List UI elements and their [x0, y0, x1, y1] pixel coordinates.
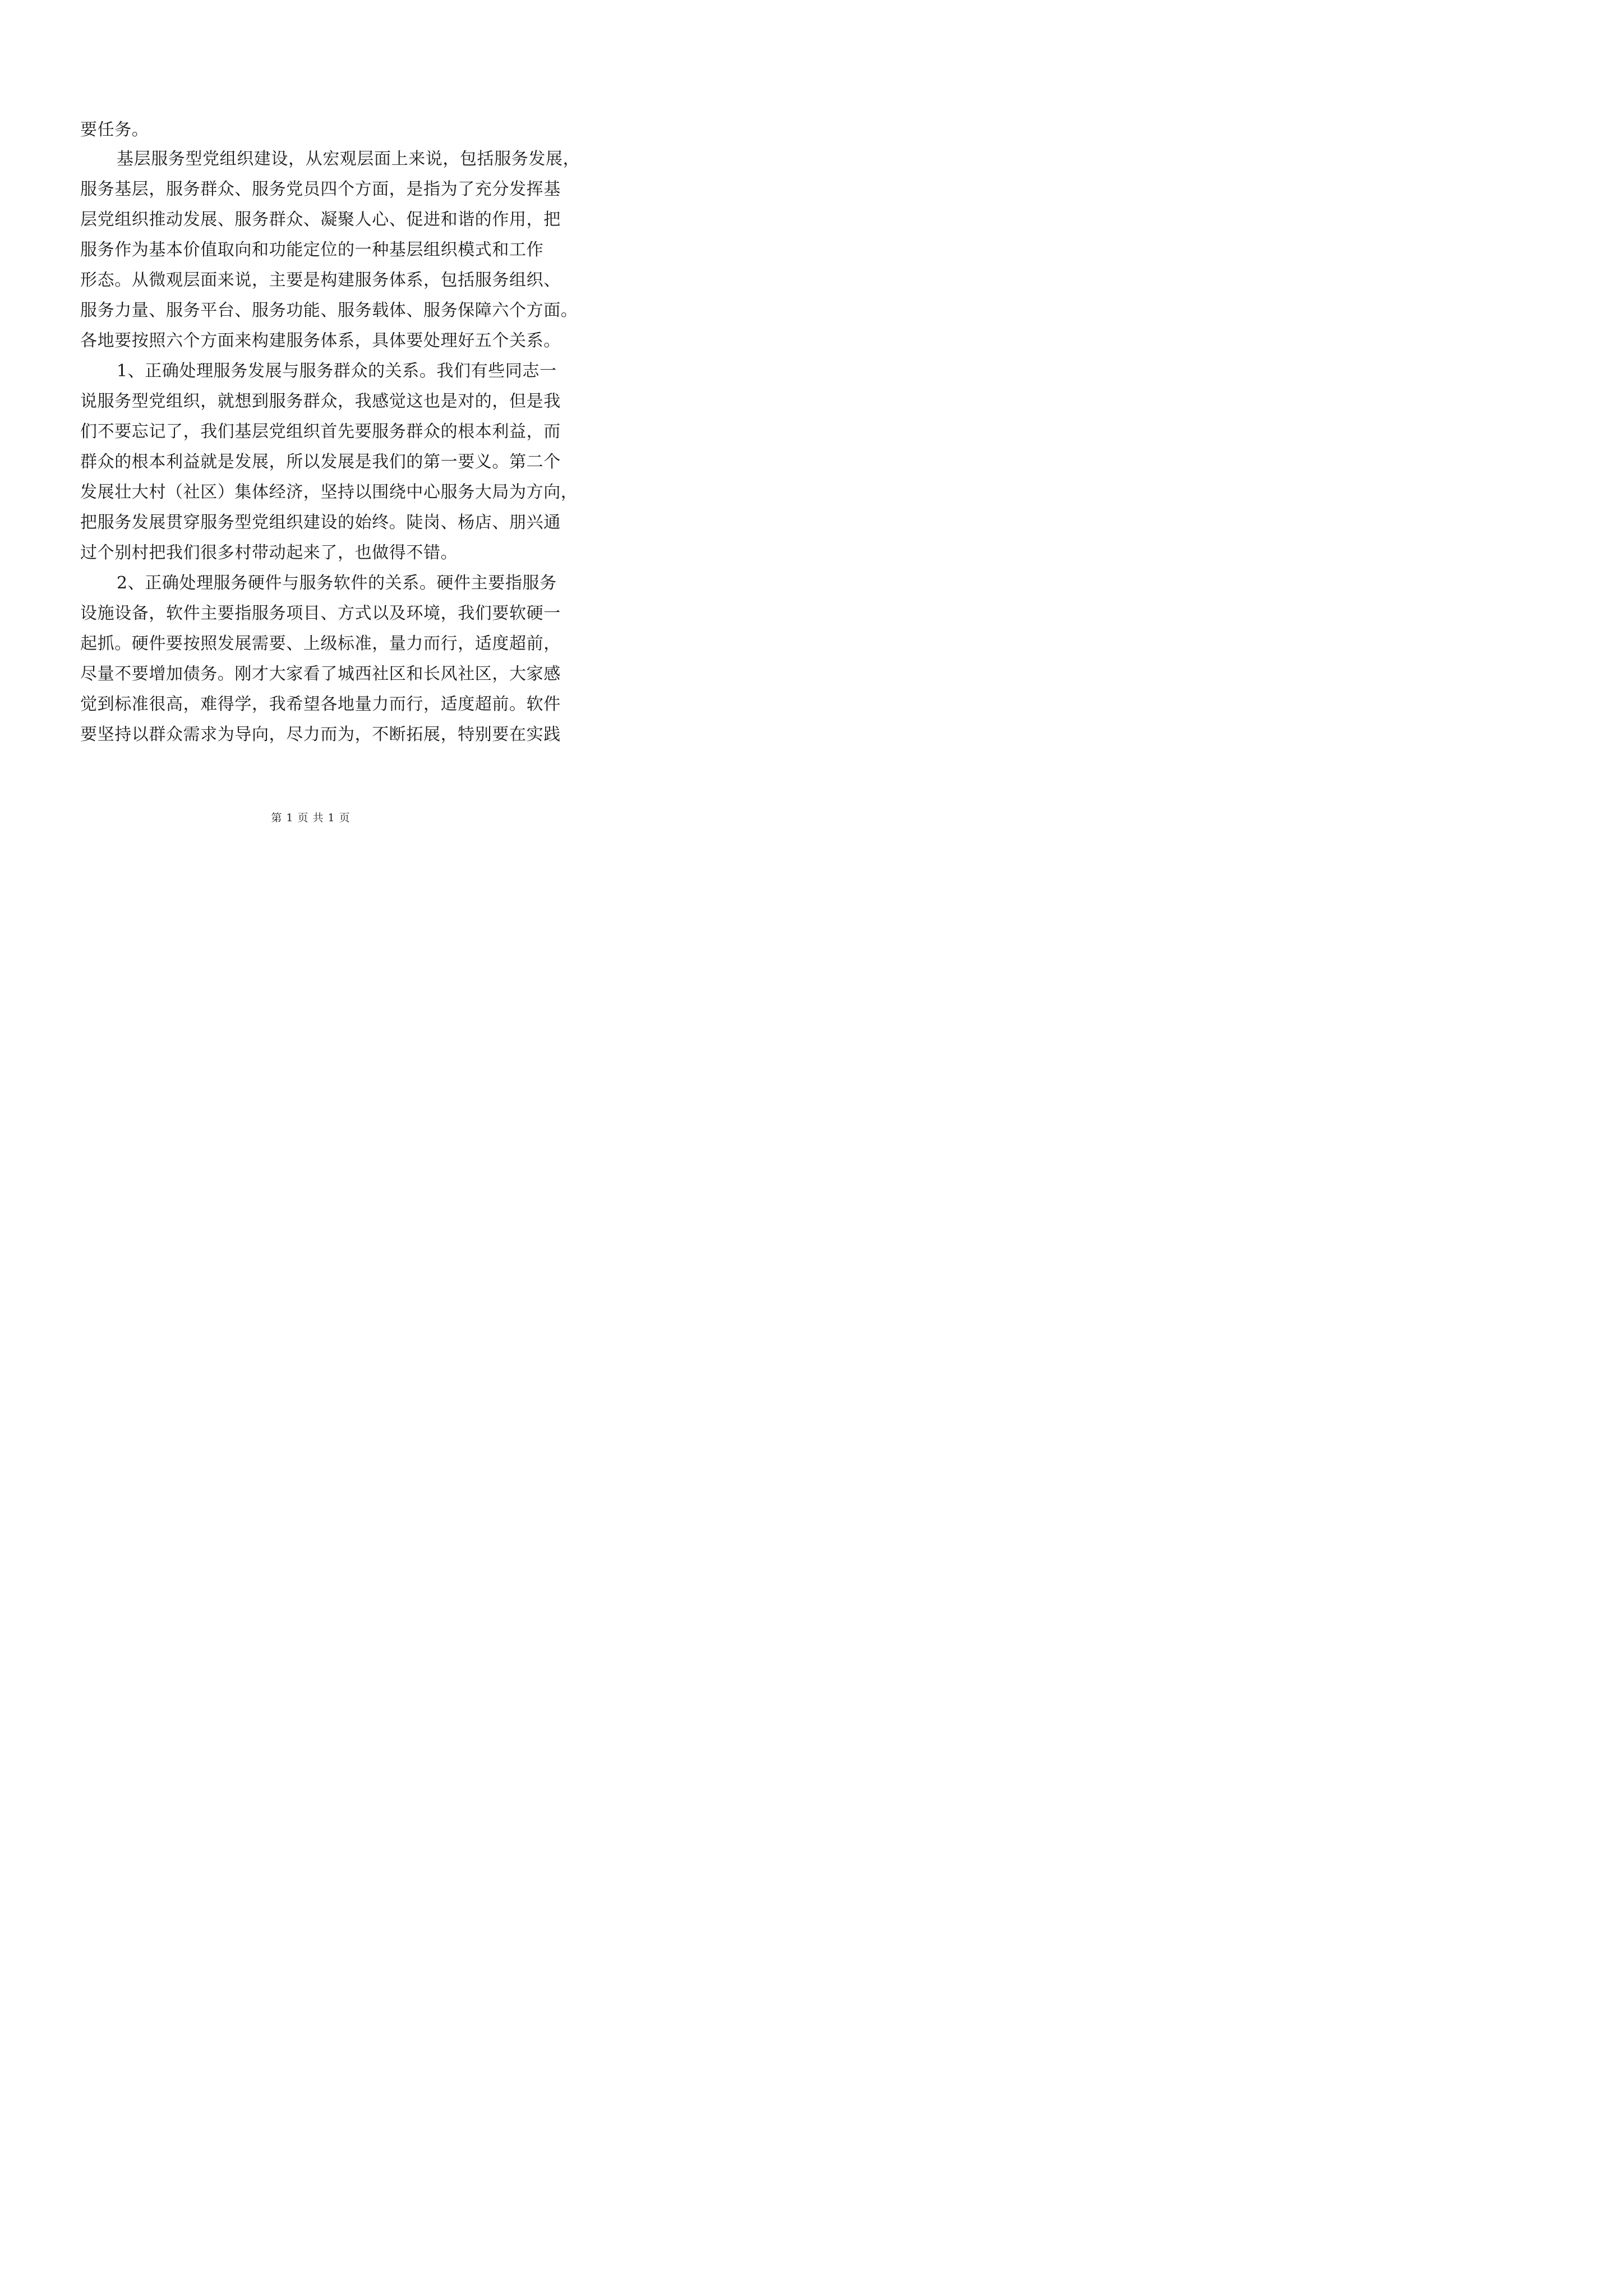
- text-line: 层党组织推动发展、服务群众、凝聚人心、促进和谐的作用，把: [80, 210, 561, 229]
- text-line: 觉到标准很高，难得学，我希望各地量力而行，适度超前。软件: [80, 694, 561, 714]
- text-line: 起抓。硬件要按照发展需要、上级标准，量力而行，适度超前，: [80, 634, 561, 654]
- paragraph-start-line: 2、正确处理服务硬件与服务软件的关系。硬件主要指服务: [117, 573, 557, 593]
- text-line: 要任务。: [80, 120, 149, 140]
- document-page: [0, 0, 621, 879]
- paragraph-start-line: 1、正确处理服务发展与服务群众的关系。我们有些同志一: [117, 361, 557, 381]
- text-line: 过个别村把我们很多村带动起来了，也做得不错。: [80, 543, 458, 563]
- text-line: 要坚持以群众需求为导向，尽力而为，不断拓展，特别要在实践: [80, 725, 561, 744]
- text-line: 服务基层，服务群众、服务党员四个方面，是指为了充分发挥基: [80, 180, 561, 199]
- text-line: 们不要忘记了，我们基层党组织首先要服务群众的根本利益，而: [80, 422, 561, 441]
- text-line: 把服务发展贯穿服务型党组织建设的始终。陡岗、杨店、朋兴通: [80, 513, 561, 532]
- page-footer: 第 1 页 共 1 页: [271, 812, 351, 824]
- text-line: 服务力量、服务平台、服务功能、服务载体、服务保障六个方面。: [80, 301, 578, 320]
- text-line: 形态。从微观层面来说，主要是构建服务体系，包括服务组织、: [80, 270, 561, 290]
- text-line: 设施设备，软件主要指服务项目、方式以及环境，我们要软硬一: [80, 604, 561, 623]
- text-line: 服务作为基本价值取向和功能定位的一种基层组织模式和工作: [80, 240, 544, 260]
- text-line: 说服务型党组织，就想到服务群众，我感觉这也是对的，但是我: [80, 392, 561, 411]
- text-line: 群众的根本利益就是发展，所以发展是我们的第一要义。第二个: [80, 452, 561, 472]
- paragraph-start-line: 基层服务型党组织建设，从宏观层面上来说，包括服务发展，: [117, 149, 580, 169]
- text-line: 尽量不要增加债务。刚才大家看了城西社区和长风社区，大家感: [80, 664, 561, 684]
- text-line: 各地要按照六个方面来构建服务体系，具体要处理好五个关系。: [80, 331, 561, 351]
- text-line: 发展壮大村（社区）集体经济，坚持以围绕中心服务大局为方向，: [80, 482, 578, 502]
